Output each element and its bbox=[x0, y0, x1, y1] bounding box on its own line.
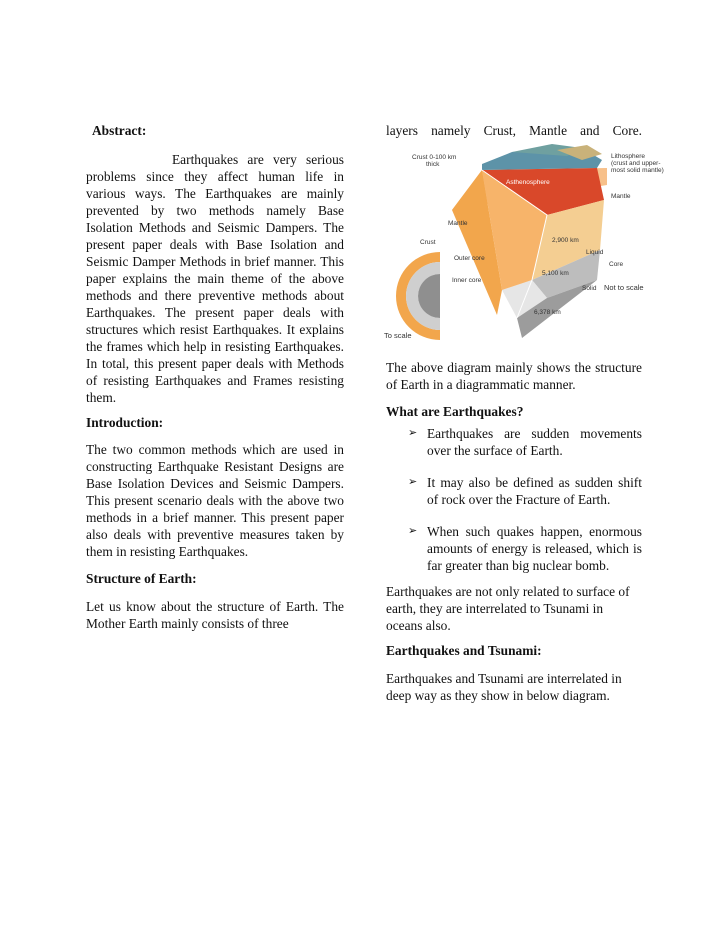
label-6378km: 6,378 km bbox=[534, 309, 561, 316]
label-lithosphere-2: (crust and upper- bbox=[611, 160, 661, 167]
label-liquid: Liquid bbox=[586, 249, 604, 256]
layers-text: layers namely Crust, Mantle and Core. bbox=[386, 123, 642, 138]
abstract-heading: Abstract: bbox=[92, 123, 147, 138]
label-crust-thick: Crust 0-100 km bbox=[412, 154, 457, 161]
label-inner-core: Inner core bbox=[452, 277, 482, 284]
structure-paragraph: Let us know about the structure of Earth. The Mother Earth mainly consists of three bbox=[86, 599, 344, 631]
left-column bbox=[86, 122, 344, 632]
bullet-item bbox=[386, 523, 642, 574]
right-column bbox=[384, 122, 664, 704]
label-2900km: 2,900 km bbox=[552, 237, 579, 244]
label-outer-core: Outer core bbox=[454, 255, 485, 262]
introduction-heading: Introduction: bbox=[86, 415, 164, 430]
label-to-scale: To scale bbox=[384, 331, 412, 340]
label-crust-thick-2: thick bbox=[426, 161, 440, 168]
label-solid: Solid bbox=[582, 285, 597, 292]
to-scale-globe bbox=[396, 252, 440, 340]
tsunami-heading: Earthquakes and Tsunami: bbox=[386, 643, 542, 658]
label-mantle-left: Mantle bbox=[448, 220, 468, 227]
bullet-item bbox=[386, 474, 642, 508]
label-asthenosphere: Asthenosphere bbox=[506, 179, 550, 186]
introduction-paragraph: The two common methods which are used in constructing Earthquake Resistant Designs are Base Isolation Devices and Seismic Dampers. This present scenario deals with the above two methods in a brief manner. This present paper also deals with preventive measures taken by them in resisting Earthquakes. bbox=[86, 442, 344, 559]
tsunami-paragraph: Earthquakes and Tsunami are interrelated in deep way as they show in below diagram. bbox=[386, 671, 622, 703]
abstract-paragraph: Earthquakes are very serious problems since they affect human life in various ways. The Earthquakes are mainly prevented by two methods namely Base Isolation Methods and Seismic Dampers. The present paper deals with Base Isolation and Seismic Damper Methods in brief manner. This paper explains the main theme of the above methods and there preventive methods about Earthquakes. The present paper deals with structures which resist Earthquakes. It explains the frames which help in resisting Earthquakes. In total, this present paper deals with Methods of resisting Earthquakes and Frames resisting them. bbox=[86, 152, 344, 405]
label-mantle-right: Mantle bbox=[611, 193, 631, 200]
label-crust: Crust bbox=[420, 239, 436, 246]
related-paragraph: Earthquakes are not only related to surface of earth, they are interrelated to Tsunami in oceans also. bbox=[386, 584, 630, 633]
label-lithosphere: Lithosphere bbox=[611, 153, 645, 160]
diagram-caption: The above diagram mainly shows the structure of Earth in a diagrammatic manner. bbox=[386, 360, 642, 392]
structure-heading: Structure of Earth: bbox=[86, 571, 197, 586]
label-core: Core bbox=[609, 261, 624, 268]
bullet-text: When such quakes happen, enormous amounts of energy is released, which is far greater than big nuclear bomb. bbox=[427, 524, 642, 573]
what-are-earthquakes-heading: What are Earthquakes? bbox=[386, 404, 524, 419]
arrow-bullet-icon: ➢ bbox=[408, 427, 418, 439]
arrow-bullet-icon: ➢ bbox=[408, 525, 418, 537]
label-5100km: 5,100 km bbox=[542, 270, 569, 277]
label-lithosphere-3: most solid mantle) bbox=[611, 167, 664, 174]
label-not-to-scale: Not to scale bbox=[604, 283, 644, 292]
earth-structure-diagram bbox=[382, 140, 664, 340]
earth-wedge bbox=[452, 144, 607, 338]
bullet-item bbox=[386, 425, 642, 459]
arrow-bullet-icon: ➢ bbox=[408, 476, 418, 488]
bullet-text: It may also be defined as sudden shift of rock over the Fracture of Earth. bbox=[427, 475, 642, 507]
bullet-text: Earthquakes are sudden movements over the surface of Earth. bbox=[427, 426, 642, 458]
